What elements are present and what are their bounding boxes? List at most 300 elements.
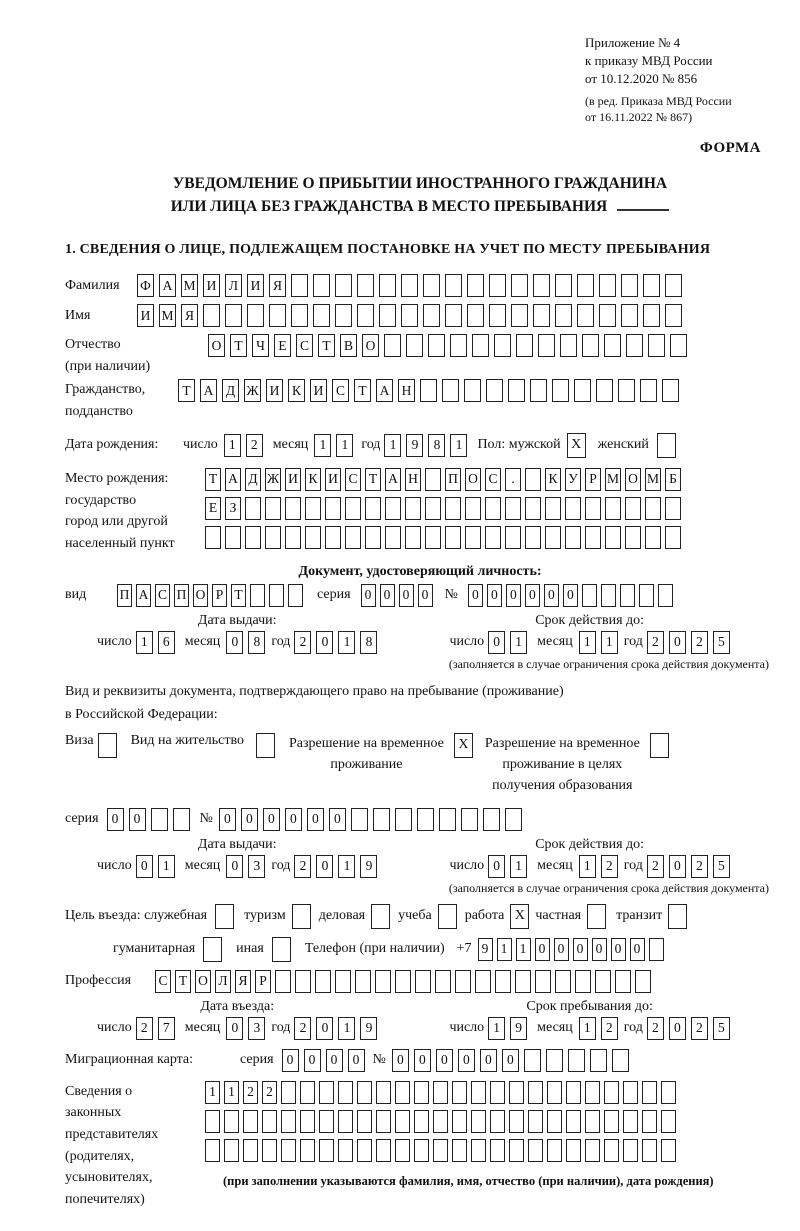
char-cell[interactable] (665, 497, 681, 520)
char-cell[interactable] (604, 1081, 619, 1104)
char-cell[interactable] (433, 1139, 448, 1162)
char-cell[interactable]: 0 (535, 938, 550, 961)
char-cell[interactable]: С (332, 379, 349, 402)
char-cell[interactable]: П (117, 584, 132, 607)
char-cell[interactable] (376, 1081, 391, 1104)
char-cell[interactable]: 0 (506, 584, 521, 607)
char-cell[interactable] (365, 526, 381, 549)
char-cell[interactable]: 1 (510, 631, 527, 654)
char-cell[interactable]: Ф (137, 274, 154, 297)
purpose-tourism-checkbox[interactable] (292, 904, 311, 929)
char-cell[interactable]: 0 (488, 855, 505, 878)
char-cell[interactable]: С (345, 468, 361, 491)
char-cell[interactable]: 1 (205, 1081, 220, 1104)
char-cell[interactable]: 2 (647, 631, 664, 654)
char-cell[interactable]: 2 (262, 1081, 277, 1104)
char-cell[interactable]: 0 (436, 1049, 453, 1072)
char-cell[interactable]: 2 (136, 1017, 153, 1040)
char-cell[interactable]: 0 (107, 808, 124, 831)
char-cell[interactable] (585, 526, 601, 549)
char-cell[interactable] (525, 526, 541, 549)
char-cell[interactable]: 0 (525, 584, 540, 607)
char-cell[interactable] (533, 304, 550, 327)
char-cell[interactable]: 0 (611, 938, 626, 961)
char-cell[interactable] (599, 274, 616, 297)
char-cell[interactable] (585, 1081, 600, 1104)
char-cell[interactable]: М (645, 468, 661, 491)
char-cell[interactable] (566, 1081, 581, 1104)
temp-residence-edu-checkbox[interactable] (650, 733, 669, 758)
char-cell[interactable]: 0 (136, 855, 153, 878)
char-cell[interactable] (376, 1139, 391, 1162)
char-cell[interactable]: Р (255, 970, 271, 993)
char-cell[interactable]: Ж (244, 379, 261, 402)
char-cell[interactable] (395, 970, 411, 993)
char-cell[interactable] (533, 274, 550, 297)
char-cell[interactable]: У (565, 468, 581, 491)
char-cell[interactable]: М (159, 304, 176, 327)
char-cell[interactable] (224, 1110, 239, 1133)
char-cell[interactable] (505, 526, 521, 549)
char-cell[interactable]: 3 (248, 855, 265, 878)
char-cell[interactable] (642, 1139, 657, 1162)
char-cell[interactable] (582, 584, 597, 607)
char-cell[interactable]: 0 (129, 808, 146, 831)
char-cell[interactable] (471, 1081, 486, 1104)
char-cell[interactable] (281, 1081, 296, 1104)
char-cell[interactable] (300, 1139, 315, 1162)
char-cell[interactable] (379, 304, 396, 327)
char-cell[interactable]: Л (225, 274, 242, 297)
char-cell[interactable]: Н (405, 468, 421, 491)
char-cell[interactable] (661, 1139, 676, 1162)
char-cell[interactable] (643, 274, 660, 297)
char-cell[interactable] (528, 1081, 543, 1104)
char-cell[interactable]: А (376, 379, 393, 402)
char-cell[interactable] (662, 379, 679, 402)
char-cell[interactable]: З (225, 497, 241, 520)
char-cell[interactable]: 8 (248, 631, 265, 654)
char-cell[interactable] (205, 526, 221, 549)
char-cell[interactable]: Д (222, 379, 239, 402)
char-cell[interactable] (269, 584, 284, 607)
char-cell[interactable] (546, 1049, 563, 1072)
char-cell[interactable] (665, 274, 682, 297)
char-cell[interactable] (250, 584, 265, 607)
char-cell[interactable]: 2 (647, 1017, 664, 1040)
char-cell[interactable]: Я (235, 970, 251, 993)
char-cell[interactable] (205, 1139, 220, 1162)
char-cell[interactable] (565, 497, 581, 520)
purpose-study-checkbox[interactable] (438, 904, 457, 929)
char-cell[interactable]: 1 (338, 855, 355, 878)
char-cell[interactable]: И (285, 468, 301, 491)
char-cell[interactable] (357, 1081, 372, 1104)
char-cell[interactable]: М (605, 468, 621, 491)
char-cell[interactable] (596, 379, 613, 402)
char-cell[interactable] (262, 1110, 277, 1133)
char-cell[interactable]: 0 (399, 584, 414, 607)
char-cell[interactable]: 0 (326, 1049, 343, 1072)
char-cell[interactable] (325, 497, 341, 520)
char-cell[interactable] (509, 1081, 524, 1104)
char-cell[interactable] (538, 334, 555, 357)
char-cell[interactable] (560, 334, 577, 357)
char-cell[interactable] (414, 1139, 429, 1162)
char-cell[interactable]: 2 (691, 855, 708, 878)
char-cell[interactable] (415, 970, 431, 993)
char-cell[interactable]: . (505, 468, 521, 491)
residence-permit-checkbox[interactable] (256, 733, 275, 758)
char-cell[interactable] (642, 1110, 657, 1133)
char-cell[interactable] (379, 274, 396, 297)
char-cell[interactable] (357, 1139, 372, 1162)
char-cell[interactable] (269, 304, 286, 327)
char-cell[interactable] (151, 808, 168, 831)
char-cell[interactable] (173, 808, 190, 831)
char-cell[interactable]: 2 (647, 855, 664, 878)
char-cell[interactable] (635, 970, 651, 993)
char-cell[interactable] (385, 497, 401, 520)
char-cell[interactable] (623, 1139, 638, 1162)
char-cell[interactable] (486, 379, 503, 402)
char-cell[interactable] (625, 497, 641, 520)
char-cell[interactable] (509, 1139, 524, 1162)
char-cell[interactable] (203, 304, 220, 327)
char-cell[interactable] (385, 526, 401, 549)
char-cell[interactable]: Н (398, 379, 415, 402)
char-cell[interactable] (305, 497, 321, 520)
char-cell[interactable]: 5 (713, 855, 730, 878)
char-cell[interactable] (435, 970, 451, 993)
char-cell[interactable]: О (208, 334, 225, 357)
char-cell[interactable] (490, 1110, 505, 1133)
char-cell[interactable]: 0 (573, 938, 588, 961)
char-cell[interactable] (376, 1110, 391, 1133)
char-cell[interactable]: 0 (380, 584, 395, 607)
char-cell[interactable]: 0 (480, 1049, 497, 1072)
temp-residence-checkbox[interactable]: X (454, 733, 473, 758)
char-cell[interactable] (425, 468, 441, 491)
char-cell[interactable]: А (159, 274, 176, 297)
char-cell[interactable] (590, 1049, 607, 1072)
char-cell[interactable] (490, 1139, 505, 1162)
char-cell[interactable]: 1 (510, 855, 527, 878)
char-cell[interactable] (315, 970, 331, 993)
char-cell[interactable] (601, 584, 616, 607)
char-cell[interactable] (545, 497, 561, 520)
char-cell[interactable]: 9 (360, 1017, 377, 1040)
char-cell[interactable]: 7 (158, 1017, 175, 1040)
char-cell[interactable] (612, 1049, 629, 1072)
char-cell[interactable] (508, 379, 525, 402)
char-cell[interactable] (281, 1110, 296, 1133)
char-cell[interactable]: Т (175, 970, 191, 993)
char-cell[interactable]: 2 (243, 1081, 258, 1104)
char-cell[interactable]: 1 (136, 631, 153, 654)
char-cell[interactable] (338, 1081, 353, 1104)
char-cell[interactable]: 1 (384, 434, 401, 457)
char-cell[interactable]: 2 (294, 631, 311, 654)
char-cell[interactable] (205, 1110, 220, 1133)
char-cell[interactable] (461, 808, 478, 831)
char-cell[interactable]: 1 (497, 938, 512, 961)
char-cell[interactable]: А (225, 468, 241, 491)
char-cell[interactable] (445, 274, 462, 297)
char-cell[interactable] (599, 304, 616, 327)
char-cell[interactable]: 2 (294, 855, 311, 878)
char-cell[interactable]: Ч (252, 334, 269, 357)
char-cell[interactable] (467, 274, 484, 297)
char-cell[interactable]: 0 (630, 938, 645, 961)
char-cell[interactable]: 9 (360, 855, 377, 878)
char-cell[interactable] (645, 497, 661, 520)
char-cell[interactable] (452, 1110, 467, 1133)
char-cell[interactable] (265, 497, 281, 520)
char-cell[interactable]: 0 (316, 631, 333, 654)
char-cell[interactable] (395, 1081, 410, 1104)
char-cell[interactable] (516, 334, 533, 357)
char-cell[interactable]: 9 (406, 434, 423, 457)
char-cell[interactable] (472, 334, 489, 357)
char-cell[interactable] (545, 526, 561, 549)
char-cell[interactable]: 0 (316, 1017, 333, 1040)
char-cell[interactable] (225, 526, 241, 549)
char-cell[interactable]: Р (585, 468, 601, 491)
char-cell[interactable]: С (155, 584, 170, 607)
purpose-humanitarian-checkbox[interactable] (203, 937, 222, 962)
char-cell[interactable]: 2 (294, 1017, 311, 1040)
char-cell[interactable] (574, 379, 591, 402)
char-cell[interactable] (245, 526, 261, 549)
char-cell[interactable]: Т (354, 379, 371, 402)
char-cell[interactable] (319, 1081, 334, 1104)
char-cell[interactable]: 9 (478, 938, 493, 961)
char-cell[interactable] (355, 970, 371, 993)
char-cell[interactable]: 0 (418, 584, 433, 607)
char-cell[interactable]: Т (205, 468, 221, 491)
char-cell[interactable] (313, 304, 330, 327)
char-cell[interactable]: 0 (348, 1049, 365, 1072)
char-cell[interactable]: 1 (338, 631, 355, 654)
char-cell[interactable]: И (247, 274, 264, 297)
char-cell[interactable]: 1 (488, 1017, 505, 1040)
char-cell[interactable] (275, 970, 291, 993)
char-cell[interactable] (621, 304, 638, 327)
char-cell[interactable] (313, 274, 330, 297)
char-cell[interactable] (670, 334, 687, 357)
char-cell[interactable]: 0 (669, 631, 686, 654)
char-cell[interactable] (547, 1081, 562, 1104)
char-cell[interactable]: 3 (248, 1017, 265, 1040)
char-cell[interactable] (566, 1110, 581, 1133)
char-cell[interactable] (428, 334, 445, 357)
char-cell[interactable]: 9 (510, 1017, 527, 1040)
char-cell[interactable] (405, 526, 421, 549)
purpose-work-checkbox[interactable]: X (510, 904, 529, 929)
char-cell[interactable]: 2 (246, 434, 263, 457)
char-cell[interactable] (595, 970, 611, 993)
char-cell[interactable] (357, 304, 374, 327)
char-cell[interactable] (265, 526, 281, 549)
char-cell[interactable] (442, 379, 459, 402)
char-cell[interactable] (300, 1081, 315, 1104)
char-cell[interactable] (485, 497, 501, 520)
char-cell[interactable] (649, 938, 664, 961)
char-cell[interactable]: 0 (226, 631, 243, 654)
char-cell[interactable] (511, 304, 528, 327)
char-cell[interactable]: 0 (241, 808, 258, 831)
char-cell[interactable] (425, 526, 441, 549)
char-cell[interactable]: 0 (488, 631, 505, 654)
char-cell[interactable]: 1 (579, 855, 596, 878)
char-cell[interactable] (450, 334, 467, 357)
char-cell[interactable] (335, 304, 352, 327)
visa-checkbox[interactable] (98, 733, 117, 758)
char-cell[interactable] (417, 808, 434, 831)
char-cell[interactable] (335, 274, 352, 297)
char-cell[interactable] (525, 497, 541, 520)
char-cell[interactable] (566, 1139, 581, 1162)
char-cell[interactable] (401, 274, 418, 297)
char-cell[interactable]: 0 (468, 584, 483, 607)
char-cell[interactable] (555, 970, 571, 993)
purpose-other-checkbox[interactable] (272, 937, 291, 962)
char-cell[interactable] (625, 526, 641, 549)
char-cell[interactable] (288, 584, 303, 607)
char-cell[interactable] (547, 1110, 562, 1133)
char-cell[interactable]: О (465, 468, 481, 491)
char-cell[interactable]: Р (212, 584, 227, 607)
char-cell[interactable]: А (136, 584, 151, 607)
char-cell[interactable] (345, 526, 361, 549)
char-cell[interactable] (225, 304, 242, 327)
char-cell[interactable]: 0 (263, 808, 280, 831)
char-cell[interactable]: 0 (414, 1049, 431, 1072)
char-cell[interactable] (452, 1139, 467, 1162)
char-cell[interactable] (325, 526, 341, 549)
char-cell[interactable]: Е (274, 334, 291, 357)
char-cell[interactable] (585, 1110, 600, 1133)
char-cell[interactable] (433, 1110, 448, 1133)
char-cell[interactable] (445, 497, 461, 520)
char-cell[interactable]: П (174, 584, 189, 607)
char-cell[interactable] (395, 1110, 410, 1133)
char-cell[interactable]: 2 (691, 1017, 708, 1040)
char-cell[interactable] (471, 1139, 486, 1162)
char-cell[interactable]: И (325, 468, 341, 491)
char-cell[interactable] (555, 274, 572, 297)
char-cell[interactable] (401, 304, 418, 327)
char-cell[interactable] (455, 970, 471, 993)
char-cell[interactable] (357, 1110, 372, 1133)
char-cell[interactable] (626, 334, 643, 357)
char-cell[interactable] (405, 497, 421, 520)
char-cell[interactable]: И (137, 304, 154, 327)
char-cell[interactable]: П (445, 468, 461, 491)
char-cell[interactable] (319, 1139, 334, 1162)
char-cell[interactable]: 0 (226, 855, 243, 878)
purpose-private-checkbox[interactable] (587, 904, 606, 929)
char-cell[interactable]: 1 (338, 1017, 355, 1040)
char-cell[interactable] (582, 334, 599, 357)
char-cell[interactable] (464, 379, 481, 402)
char-cell[interactable] (528, 1110, 543, 1133)
char-cell[interactable] (345, 497, 361, 520)
purpose-transit-checkbox[interactable] (668, 904, 687, 929)
char-cell[interactable]: 0 (554, 938, 569, 961)
char-cell[interactable] (639, 584, 654, 607)
char-cell[interactable]: К (545, 468, 561, 491)
char-cell[interactable] (384, 334, 401, 357)
char-cell[interactable] (623, 1081, 638, 1104)
char-cell[interactable]: 0 (544, 584, 559, 607)
char-cell[interactable] (281, 1139, 296, 1162)
char-cell[interactable] (423, 274, 440, 297)
char-cell[interactable] (475, 970, 491, 993)
char-cell[interactable] (511, 274, 528, 297)
char-cell[interactable]: 2 (601, 1017, 618, 1040)
char-cell[interactable]: Л (215, 970, 231, 993)
char-cell[interactable] (243, 1139, 258, 1162)
char-cell[interactable] (335, 970, 351, 993)
char-cell[interactable] (604, 1110, 619, 1133)
char-cell[interactable]: 5 (713, 1017, 730, 1040)
char-cell[interactable]: 0 (669, 1017, 686, 1040)
char-cell[interactable] (535, 970, 551, 993)
char-cell[interactable]: 0 (502, 1049, 519, 1072)
char-cell[interactable]: 2 (691, 631, 708, 654)
char-cell[interactable]: О (195, 970, 211, 993)
char-cell[interactable] (375, 970, 391, 993)
char-cell[interactable]: 1 (224, 434, 241, 457)
char-cell[interactable] (224, 1139, 239, 1162)
char-cell[interactable]: С (296, 334, 313, 357)
char-cell[interactable]: И (203, 274, 220, 297)
char-cell[interactable] (291, 274, 308, 297)
char-cell[interactable] (618, 379, 635, 402)
char-cell[interactable] (414, 1081, 429, 1104)
char-cell[interactable]: 1 (314, 434, 331, 457)
char-cell[interactable]: О (193, 584, 208, 607)
char-cell[interactable] (577, 304, 594, 327)
char-cell[interactable] (605, 526, 621, 549)
char-cell[interactable] (395, 1139, 410, 1162)
char-cell[interactable] (490, 1081, 505, 1104)
char-cell[interactable]: К (288, 379, 305, 402)
char-cell[interactable]: Т (318, 334, 335, 357)
char-cell[interactable] (643, 304, 660, 327)
char-cell[interactable]: 1 (336, 434, 353, 457)
char-cell[interactable]: О (362, 334, 379, 357)
char-cell[interactable] (568, 1049, 585, 1072)
char-cell[interactable]: И (266, 379, 283, 402)
char-cell[interactable] (661, 1081, 676, 1104)
char-cell[interactable] (319, 1110, 334, 1133)
char-cell[interactable] (262, 1139, 277, 1162)
char-cell[interactable] (505, 808, 522, 831)
char-cell[interactable]: М (181, 274, 198, 297)
char-cell[interactable]: И (310, 379, 327, 402)
char-cell[interactable] (585, 497, 601, 520)
char-cell[interactable] (465, 526, 481, 549)
char-cell[interactable]: 0 (307, 808, 324, 831)
char-cell[interactable] (505, 497, 521, 520)
char-cell[interactable]: 0 (329, 808, 346, 831)
char-cell[interactable] (285, 526, 301, 549)
char-cell[interactable] (351, 808, 368, 831)
char-cell[interactable]: Е (205, 497, 221, 520)
